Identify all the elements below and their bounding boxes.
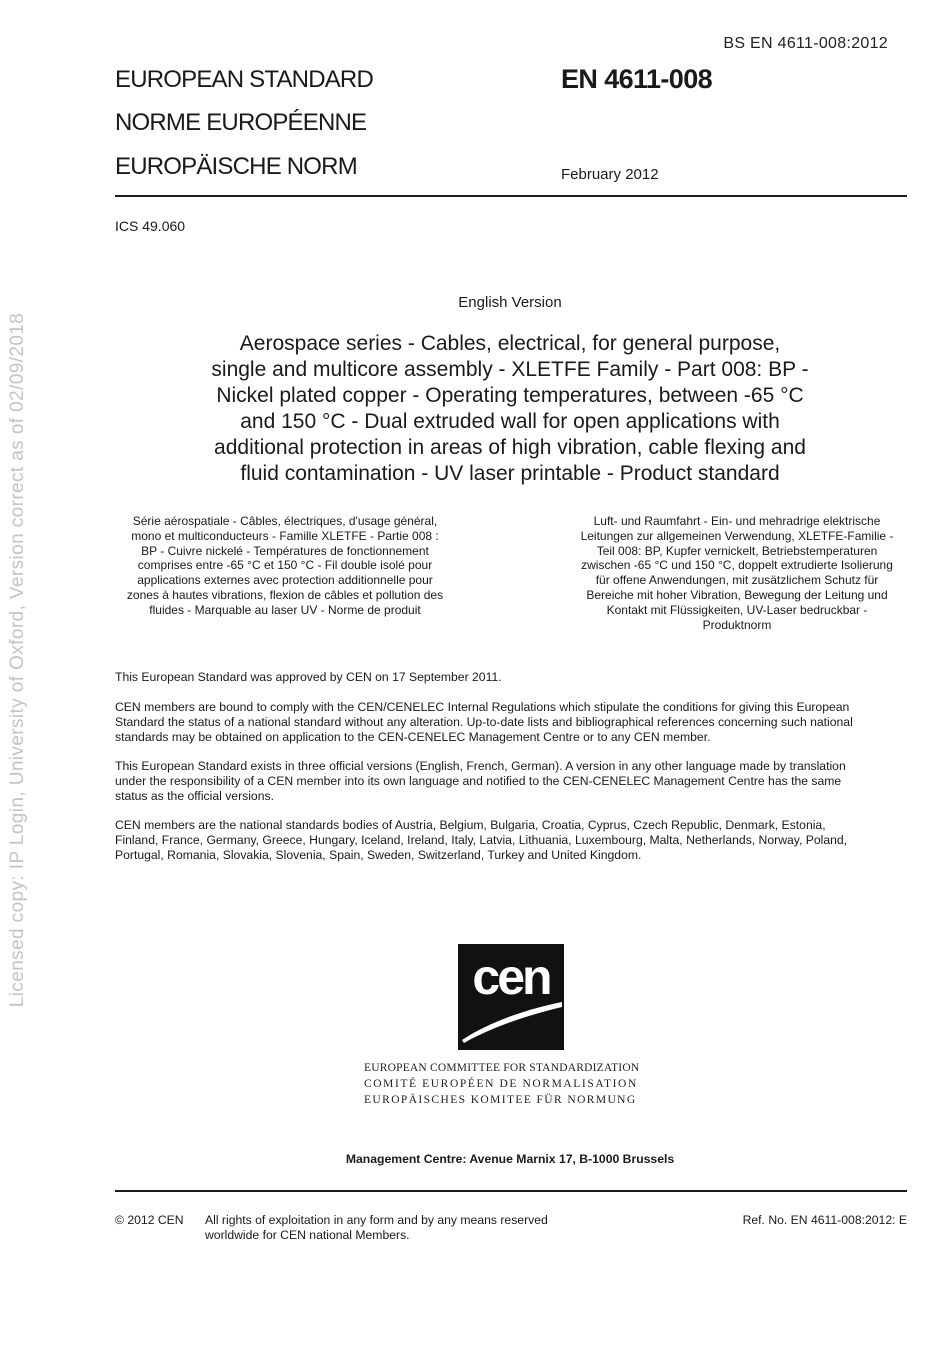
cen-logo	[458, 944, 564, 1050]
copyright: © 2012 CEN	[115, 1213, 184, 1227]
french-title-line: Série aérospatiale - Câbles, électriques, d'usage général,	[132, 514, 438, 528]
french-title-line: mono et multiconducteurs - Famille XLETFE - Partie 008 :	[131, 528, 439, 543]
german-title-line: Bereiche mit hoher Vibration, Bewegung der Leitung und	[586, 587, 888, 602]
committee-name-en: EUROPEAN COMMITTEE FOR STANDARDIZATION	[364, 1062, 640, 1074]
french-title-line: zones à hautes vibrations, flexion de câbles et pollution des	[126, 587, 444, 602]
title-line: single and multicore assembly - XLETFE Family - Part 008: BP -	[211, 358, 809, 381]
committee-name-fr: COMITÉ EUROPÉEN DE NORMALISATION	[364, 1078, 638, 1090]
standard-title-de: EUROPÄISCHE NORM	[115, 153, 357, 180]
paragraph-line: status as the official versions.	[115, 788, 274, 803]
management-centre-address: Management Centre: Avenue Marnix 17, B-1000 Brussels	[345, 1152, 675, 1166]
paragraph-line: standards may be obtained on application to the CEN-CENELEC Management Centre or to any CEN member.	[115, 729, 711, 744]
title-line: additional protection in areas of high vibration, cable flexing and	[214, 436, 806, 459]
members-paragraph	[115, 818, 907, 862]
paragraph-line: under the responsibility of a CEN member into its own language and notified to the CEN-CENELEC Management Centre has the same	[115, 773, 842, 788]
header-divider	[115, 195, 907, 197]
german-title-line: zwischen -65 °C und 150 °C, doppelt extrudierte Isolierung	[581, 558, 893, 573]
french-title-line: applications externes avec protection additionnelle pour	[137, 573, 433, 588]
german-title-line: Kontakt mit Flüssigkeiten, UV-Laser bedruckbar -	[606, 602, 868, 617]
publication-date: February 2012	[561, 166, 659, 183]
standard-title-en: EUROPEAN STANDARD	[115, 66, 373, 93]
ics-code: ICS 49.060	[115, 218, 186, 234]
paragraph-line: CEN members are the national standards bodies of Austria, Belgium, Bulgaria, Croatia, Cyprus, Czech Republic, Denmark, Estonia,	[115, 818, 826, 832]
paragraph-line: This European Standard was approved by CEN on 17 September 2011.	[115, 670, 502, 684]
paragraph-line: Finland, France, Germany, Greece, Hungary, Iceland, Ireland, Italy, Latvia, Lithuania, Luxembourg, Malta, Netherlands, Norway, Poland,	[115, 832, 848, 847]
title-line: Aerospace series - Cables, electrical, for general purpose,	[239, 332, 781, 355]
versions-paragraph	[115, 759, 907, 803]
french-title-line: fluides - Marquable au laser UV - Norme de produit	[149, 602, 421, 617]
en-number: EN 4611-008	[561, 64, 713, 94]
paragraph-line: This European Standard exists in three official versions (English, French, German). A version in any other language made by translation	[115, 759, 846, 773]
german-title-line: für offene Anwendungen, mit zusätzlichem Schutz für	[595, 573, 879, 588]
paragraph-line: Standard the status of a national standard without any alteration. Up-to-date lists and bibliographical references concerning such national	[115, 714, 853, 729]
french-title-line: BP - Cuivre nickelé - Températures de fonctionnement	[141, 543, 429, 558]
german-title-line: Teil 008: BP, Kupfer vernickelt, Betriebstemperaturen	[596, 543, 878, 558]
license-watermark: Licensed copy: IP Login, University of Oxford, Version correct as of 02/09/2018	[7, 312, 28, 1008]
bs-number: BS EN 4611-008:2012	[723, 35, 888, 52]
german-title-line: Luft- und Raumfahrt - Ein- und mehradrige elektrische	[593, 514, 881, 528]
german-title	[562, 514, 912, 632]
committee-name-de: EUROPÄISCHES KOMITEE FÜR NORMUNG	[364, 1094, 637, 1106]
title-line: fluid contamination - UV laser printable - Product standard	[240, 462, 780, 485]
document-title	[170, 331, 850, 487]
title-line: and 150 °C - Dual extruded wall for open applications with	[240, 410, 780, 433]
german-title-line: Produktnorm	[702, 617, 772, 632]
compliance-paragraph	[115, 700, 907, 744]
rights-notice	[205, 1213, 548, 1243]
title-line: Nickel plated copper - Operating temperatures, between -65 °C	[216, 384, 804, 407]
paragraph-line: CEN members are bound to comply with the CEN/CENELEC Internal Regulations which stipulate the conditions for giving this European	[115, 700, 850, 714]
version-label: English Version	[458, 294, 562, 311]
rights-line: worldwide for CEN national Members.	[205, 1227, 410, 1242]
cen-logo-text: cen	[472, 949, 550, 1005]
reference-number: Ref. No. EN 4611-008:2012: E	[742, 1213, 907, 1227]
footer-divider	[115, 1190, 907, 1192]
french-title	[110, 514, 460, 618]
rights-line: All rights of exploitation in any form and by any means reserved	[205, 1213, 548, 1227]
standard-title-fr: NORME EUROPÉENNE	[115, 109, 367, 136]
french-title-line: comprises entre -65 °C et 150 °C - Fil double isolé pour	[137, 558, 433, 573]
paragraph-line: Portugal, Romania, Slovakia, Slovenia, Spain, Sweden, Switzerland, Turkey and United Kingdom.	[115, 847, 642, 862]
german-title-line: Leitungen zur allgemeinen Verwendung, XLETFE-Familie -	[580, 528, 894, 543]
approval-paragraph	[115, 670, 907, 685]
